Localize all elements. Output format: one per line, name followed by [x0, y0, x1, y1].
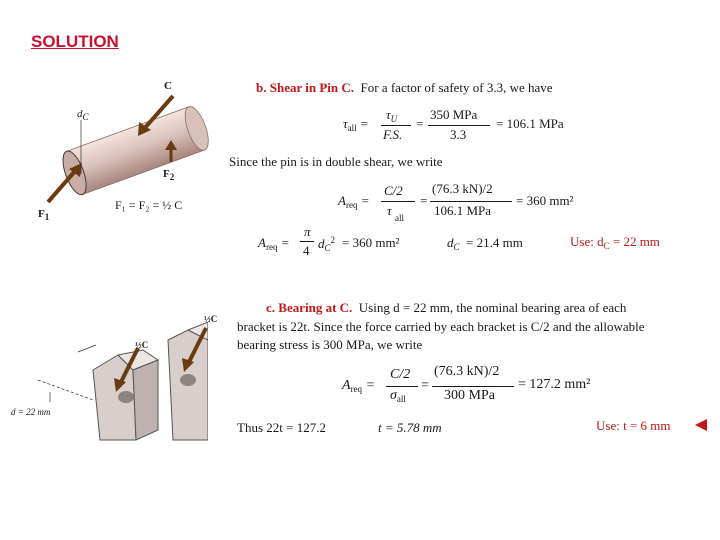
double-shear-text: Since the pin is in double shear, we write	[229, 154, 443, 169]
num-350: 350 MPa	[430, 107, 478, 122]
pointer-arrow-icon	[695, 419, 709, 431]
result-tau: = 106.1 MPa	[496, 116, 564, 131]
part-b-heading: b. Shear in Pin C.	[256, 80, 355, 95]
part-c-heading: c. Bearing at C.	[266, 300, 353, 315]
dc-eq: $d_C$	[447, 235, 460, 252]
den-33: 3.3	[450, 127, 467, 142]
label-half-c-top: ½C	[204, 314, 218, 324]
tau-u: $\tau_U$	[386, 107, 398, 124]
den-300: 300 MPa	[444, 388, 495, 403]
part-c-line1: Using d = 22 mm, the nominal bearing area of each	[358, 300, 627, 315]
num-763-c: (76.3 kN)/2	[434, 364, 500, 379]
eq-360: = 360 mm²	[342, 235, 400, 250]
four: 4	[303, 243, 310, 258]
dc-result: = 21.4 mm	[466, 235, 523, 250]
sigma-all: $\sigma_{all}$	[390, 388, 406, 404]
part-b-heading-line	[256, 80, 553, 96]
label-f2: $F_2$	[163, 168, 175, 182]
label-d: d = 22 mm	[11, 407, 51, 417]
c-over-2-c: C/2	[390, 367, 411, 382]
part-c-line2: bracket is 22t. Since the force carried by each bracket is C/2 and the allowable	[237, 319, 645, 334]
areq-c: $A_{req}$ =	[342, 378, 376, 394]
label-half-c-left: ½C	[135, 340, 149, 350]
label-dc: $d_C$	[77, 108, 89, 122]
force-equation: F₁ = F₂ = ½ C	[115, 198, 183, 212]
part-b-intro: For a factor of safety of 3.3, we have	[360, 80, 553, 95]
areq2: $A_{req}$ =	[258, 235, 290, 252]
t-result: t = 5.78 mm	[378, 420, 442, 435]
bracket-figure	[8, 300, 208, 450]
label-c: C	[164, 80, 172, 92]
result-1272: = 127.2 mm²	[518, 377, 591, 392]
tau-all-den: τ	[387, 203, 392, 218]
use-t: Use: t = 6 mm	[596, 418, 671, 433]
part-c-heading-line	[266, 300, 626, 316]
areq-lhs: $A_{req}$ =	[338, 193, 370, 210]
fs: F.S.	[383, 127, 403, 142]
page-title: SOLUTION	[31, 32, 119, 51]
pi: π	[304, 224, 311, 239]
result-360: = 360 mm²	[516, 193, 574, 208]
num-763-b: (76.3 kN)/2	[432, 181, 493, 196]
thus-line: Thus 22t = 127.2	[237, 420, 326, 435]
use-dc: Use: $d_C = 22$ mm	[570, 234, 660, 251]
part-c-line3: bearing stress is 300 MPa, we write	[237, 337, 423, 352]
dc-squared: $d_C^2$	[318, 235, 336, 253]
tau-all-lhs: $\tau_{all}$ =	[343, 116, 369, 133]
den-1061: 106.1 MPa	[434, 203, 492, 218]
c-over-2: C/2	[384, 183, 403, 198]
label-f1: $F_1$	[38, 208, 50, 222]
